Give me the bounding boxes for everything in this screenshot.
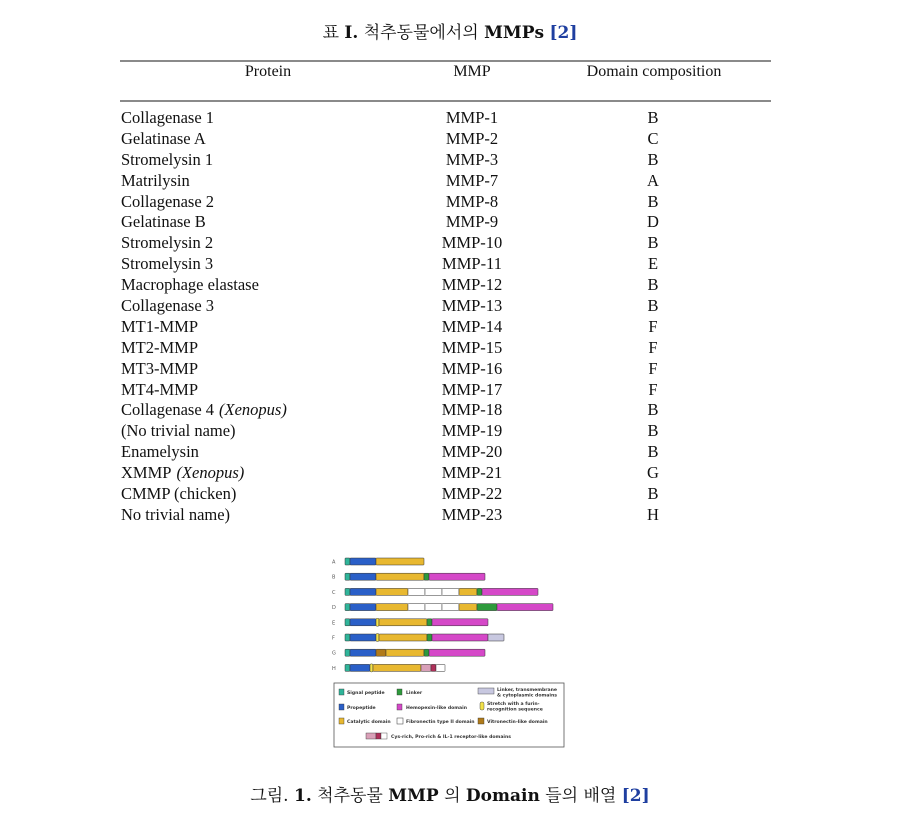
mmp-cell: MMP-7 <box>445 170 499 190</box>
domain-segment-fibronectin <box>436 664 445 671</box>
domain-segment-signal <box>345 573 350 580</box>
protein-name: (No trivial name) <box>121 421 236 441</box>
domain-segment-fibronectin <box>408 604 425 611</box>
mmp-cell: MMP-13 <box>441 296 503 316</box>
domain-cell: B <box>647 484 659 504</box>
protein-name: Collagenase 3 <box>121 296 215 316</box>
domain-segment-furin <box>370 664 373 672</box>
protein-name: MT4-MMP <box>121 379 199 399</box>
protein-name: Stromelysin 2 <box>121 233 214 253</box>
figure-caption-prefix: 그림. <box>250 786 289 806</box>
protein-name: CMMP (chicken) <box>121 484 237 504</box>
table-row <box>0 296 900 317</box>
domain-segment-vitronectin <box>376 649 386 656</box>
figure-caption-text2: 의 <box>444 786 461 806</box>
table-caption-bold: MMPs <box>484 23 545 43</box>
protein-cell <box>121 212 206 232</box>
protein-name: Enamelysin <box>121 442 199 462</box>
protein-name: XMMP <box>121 463 172 483</box>
domain-row-label: D <box>332 605 336 612</box>
domain-segment-fibronectin <box>408 588 425 595</box>
domain-cell: B <box>647 442 659 462</box>
domain-segment-propeptide <box>350 619 376 626</box>
table-row <box>0 484 900 505</box>
mmp-cell: MMP-12 <box>441 275 503 295</box>
table-row <box>0 505 900 526</box>
domain-row-label: H <box>332 665 336 672</box>
protein-species: (Xenopus) <box>176 463 245 483</box>
domain-cell: A <box>647 170 659 190</box>
protein-cell <box>121 296 214 316</box>
domain-segment-linker <box>477 588 482 595</box>
legend-propeptide-label: Propeptide <box>347 706 376 711</box>
domain-row-label: F <box>332 635 335 642</box>
protein-name: Matrilysin <box>121 170 190 190</box>
mmp-cell: MMP-15 <box>441 337 503 357</box>
protein-name: Gelatinase A <box>121 128 206 148</box>
domain-segment-catalytic <box>459 604 477 611</box>
protein-cell <box>121 380 198 400</box>
figure-caption-bold2: Domain <box>465 786 540 806</box>
legend-swatch-vitronectin <box>478 718 484 724</box>
protein-cell <box>121 171 190 191</box>
domain-row-label: B <box>332 574 336 581</box>
table-caption-prefix: 표 <box>322 23 340 43</box>
protein-cell <box>121 442 199 462</box>
legend-swatch-catalytic <box>339 718 344 724</box>
header-mmp: MMP <box>453 63 491 80</box>
mmp-cell: MMP-3 <box>445 149 499 169</box>
table-body <box>0 108 900 526</box>
legend-catalytic-label: Catalytic domain <box>347 720 391 725</box>
table-caption-number: I. <box>344 23 359 43</box>
domain-segment-linker <box>477 604 497 611</box>
domain-cell: B <box>647 191 659 211</box>
protein-name: Macrophage elastase <box>121 275 259 295</box>
protein-cell <box>121 400 287 420</box>
domain-segment-propeptide <box>350 664 370 671</box>
domain-cell: B <box>647 149 659 169</box>
table-row <box>0 359 900 380</box>
mmp-cell: MMP-23 <box>441 504 503 524</box>
domain-segment-fibronectin <box>442 588 459 595</box>
mmp-cell: MMP-19 <box>441 421 503 441</box>
protein-cell <box>121 129 206 149</box>
domain-segment-linker <box>427 619 432 626</box>
legend-tm-label-2: & cytoplasmic domains <box>497 693 557 699</box>
domain-segment-hemopexin <box>432 634 488 641</box>
legend-vitronectin-label: Vitronectin-like domain <box>487 720 548 725</box>
domain-cell: B <box>647 421 659 441</box>
domain-cell: F <box>648 316 658 336</box>
legend-swatch-furin <box>480 702 484 710</box>
domain-row-label: G <box>332 650 336 657</box>
protein-name: Gelatinase B <box>121 212 206 232</box>
protein-name: MT1-MMP <box>121 316 199 336</box>
table-caption-text: 척추동물에서의 <box>363 23 479 43</box>
legend-furin-label-1: Stretch with a furin- <box>487 702 540 707</box>
domain-segment-catalytic <box>379 619 427 626</box>
protein-cell <box>121 317 198 337</box>
domain-cell: B <box>647 296 659 316</box>
domain-segment-hemopexin <box>497 604 553 611</box>
domain-segment-hemopexin <box>429 649 485 656</box>
table-row <box>0 400 900 421</box>
legend-swatch-cys-rich-2 <box>376 733 381 739</box>
table-row <box>0 192 900 213</box>
protein-name: MT2-MMP <box>121 337 199 357</box>
legend-tm-label-1: Linker, transmembrane <box>497 688 558 693</box>
mmp-cell: MMP-22 <box>441 484 503 504</box>
domain-segment-fibronectin <box>425 604 442 611</box>
domain-cell: G <box>647 463 659 483</box>
table-row <box>0 150 900 171</box>
legend-linker-label: Linker <box>406 691 423 696</box>
domain-cell: B <box>647 233 659 253</box>
table-row <box>0 233 900 254</box>
domain-segment-signal <box>345 558 350 565</box>
domain-segment-propeptide <box>350 604 376 611</box>
table-row <box>0 338 900 359</box>
protein-cell <box>121 150 213 170</box>
table-caption <box>0 18 900 43</box>
table-row <box>0 171 900 192</box>
domain-cell: B <box>647 275 659 295</box>
header-protein: Protein <box>244 63 292 80</box>
legend-swatch-propeptide <box>339 704 344 710</box>
domain-segment-furin <box>376 618 379 626</box>
mmp-cell: MMP-16 <box>441 358 503 378</box>
domain-segment-furin <box>376 634 379 642</box>
figure-caption-number: 1. <box>293 786 312 806</box>
legend-swatch-cys-rich-3 <box>381 733 387 739</box>
legend-furin-label-2: recognition sequence <box>487 707 543 713</box>
domain-segment-signal <box>345 649 350 656</box>
legend-swatch-linker <box>397 689 402 695</box>
figure-caption <box>0 781 900 806</box>
domain-cell: B <box>647 400 659 420</box>
header-domain: Domain composition <box>586 63 722 80</box>
protein-cell <box>121 484 236 504</box>
mmp-cell: MMP-14 <box>441 316 503 336</box>
protein-cell <box>121 108 214 128</box>
domain-segment-linker <box>424 573 429 580</box>
domain-cell: F <box>648 379 658 399</box>
protein-cell <box>121 421 236 441</box>
protein-name: Collagenase 1 <box>121 108 215 127</box>
mmp-cell: MMP-11 <box>442 254 502 274</box>
domain-bars <box>332 558 553 672</box>
protein-cell <box>121 463 244 483</box>
figure-caption-text1: 척추동물 <box>317 786 383 806</box>
domain-segment-catalytic <box>459 588 477 595</box>
domain-segment-propeptide <box>350 573 376 580</box>
legend-signal-label: Signal peptide <box>347 691 385 696</box>
legend-fibronectin-label: Fibronectin type II domain <box>406 720 475 725</box>
domain-cell: E <box>647 254 659 274</box>
protein-cell <box>121 233 213 253</box>
protein-name: No trivial name) <box>121 504 231 524</box>
mmp-cell: MMP-8 <box>445 191 499 211</box>
domain-segment-cys <box>421 664 431 671</box>
table-row <box>0 442 900 463</box>
protein-cell <box>121 338 198 358</box>
domain-segment-linker <box>424 649 429 656</box>
legend-cys-rich-label: Cys-rich, Pro-rich & IL-1 receptor-like domains <box>391 735 511 740</box>
legend-swatch-hemopexin <box>397 704 402 710</box>
domain-cell: F <box>648 358 658 378</box>
legend-swatch-tm <box>478 688 494 694</box>
domain-figure <box>330 553 570 749</box>
legend-swatch-cys-rich-1 <box>366 733 376 739</box>
mmp-cell: MMP-9 <box>445 212 499 232</box>
figure-caption-text3: 들의 배열 <box>545 786 617 806</box>
domain-segment-fibronectin <box>425 588 442 595</box>
table-row <box>0 254 900 275</box>
protein-name: MT3-MMP <box>121 358 199 378</box>
table-row <box>0 275 900 296</box>
domain-segment-signal <box>345 634 350 641</box>
protein-name: Stromelysin 3 <box>121 254 214 274</box>
table-row <box>0 108 900 129</box>
domain-segment-propeptide <box>350 649 376 656</box>
domain-row-label: E <box>332 620 336 627</box>
table-top-rule <box>120 60 771 62</box>
domain-segment-catalytic <box>376 573 424 580</box>
mmp-cell: MMP-17 <box>441 379 503 399</box>
protein-cell <box>121 505 230 525</box>
domain-segment-hemopexin <box>482 588 538 595</box>
domain-segment-catalytic <box>373 664 421 671</box>
table-row <box>0 380 900 401</box>
mmp-cell: MMP-18 <box>441 400 503 420</box>
domain-cell: C <box>647 128 659 148</box>
domain-segment-catalytic <box>376 604 408 611</box>
mmp-cell: MMP-21 <box>441 463 503 483</box>
domain-segment-catalytic <box>376 588 408 595</box>
protein-cell <box>121 359 198 379</box>
mmp-cell: MMP-20 <box>441 442 503 462</box>
table-row <box>0 463 900 484</box>
legend-swatch-fibronectin <box>397 718 403 724</box>
domain-segment-linker <box>427 634 432 641</box>
domain-segment-fibronectin <box>442 604 459 611</box>
domain-row-label: A <box>332 559 336 566</box>
domain-segment-propeptide <box>350 588 376 595</box>
domain-cell: F <box>648 337 658 357</box>
figure-caption-ref[interactable]: [2] <box>621 786 650 806</box>
protein-cell <box>121 275 259 295</box>
protein-name: Collagenase 4 <box>121 400 215 420</box>
protein-cell <box>121 192 214 212</box>
table-row <box>0 212 900 233</box>
protein-cell <box>121 254 213 274</box>
table-row <box>0 129 900 150</box>
table-row <box>0 421 900 442</box>
domain-segment-signal <box>345 604 350 611</box>
domain-segment-catalytic <box>376 558 424 565</box>
domain-segment-hemopexin <box>429 573 485 580</box>
mmp-cell: MMP-10 <box>441 233 503 253</box>
domain-segment-catalytic <box>386 649 424 656</box>
protein-name: Stromelysin 1 <box>121 149 214 169</box>
domain-segment-signal <box>345 619 350 626</box>
domain-segment-cysdark <box>431 664 436 671</box>
table-row <box>0 317 900 338</box>
domain-segment-propeptide <box>350 558 376 565</box>
figure-caption-bold1: MMP <box>388 786 439 806</box>
protein-name: Collagenase 2 <box>121 191 215 211</box>
protein-species: (Xenopus) <box>219 400 287 420</box>
domain-cell: B <box>647 108 659 127</box>
domain-segment-signal <box>345 664 350 671</box>
figure-legend <box>334 683 564 747</box>
domain-segment-hemopexin <box>432 619 488 626</box>
domain-cell: H <box>647 504 659 524</box>
mmp-cell: MMP-2 <box>445 128 499 148</box>
legend-hemopexin-label: Hemopexin-like domain <box>406 706 467 711</box>
domain-segment-propeptide <box>350 634 376 641</box>
domain-segment-signal <box>345 588 350 595</box>
table-caption-ref[interactable]: [2] <box>549 23 578 43</box>
domain-segment-tm <box>488 634 504 641</box>
domain-cell: D <box>647 212 659 232</box>
domain-row-label: C <box>332 589 336 596</box>
legend-swatch-signal <box>339 689 344 695</box>
table-header-rule <box>120 100 771 102</box>
domain-segment-catalytic <box>379 634 427 641</box>
mmp-cell: MMP-1 <box>445 108 499 127</box>
